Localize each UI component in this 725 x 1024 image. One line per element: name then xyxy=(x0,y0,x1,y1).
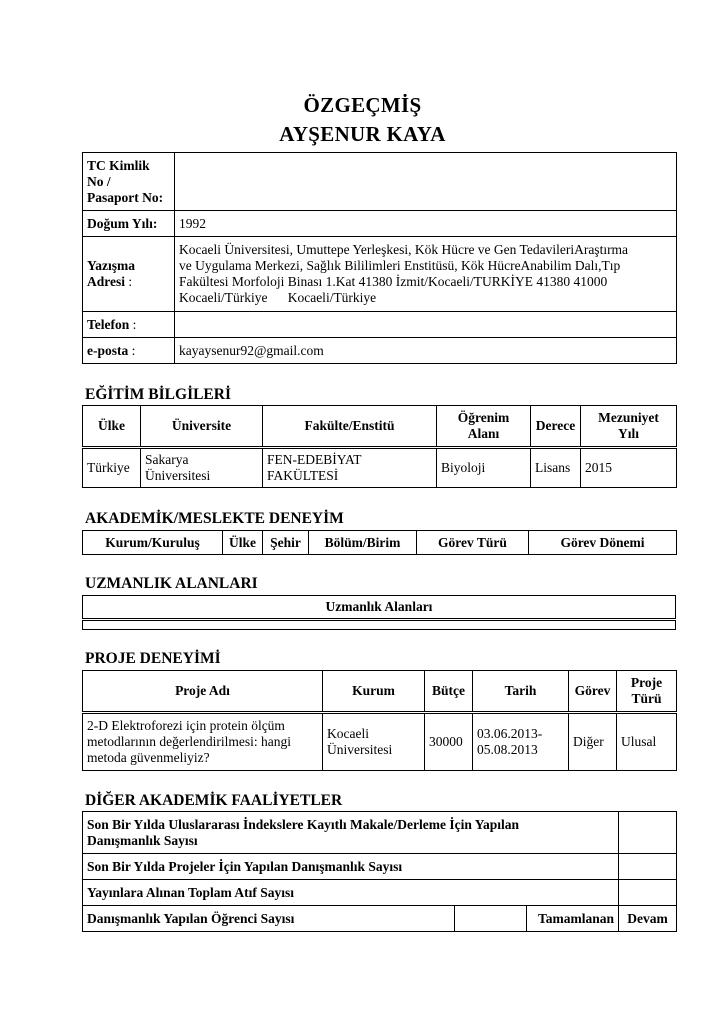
email-label-text: e-posta xyxy=(87,342,129,358)
address-label-line: Yazışma xyxy=(87,258,135,273)
address-label-colon: : xyxy=(125,274,133,289)
education-faculty-line: FAKÜLTESİ xyxy=(267,468,339,483)
id-label-line: No / xyxy=(87,173,111,189)
col-header-country: Ülke xyxy=(223,531,263,555)
project-institution-line: Üniversitesi xyxy=(327,742,393,757)
projects-header-row xyxy=(83,671,677,713)
col-header-date: Tarih xyxy=(473,671,569,713)
experience-heading: AKADEMİK/MESLEKTE DENEYİM xyxy=(85,510,344,527)
project-row xyxy=(83,713,677,771)
expertise-heading: UZMANLIK ALANLARI xyxy=(85,575,258,592)
activity-row xyxy=(83,906,677,932)
address-value xyxy=(175,237,677,312)
activity-value xyxy=(619,854,677,880)
phone-row xyxy=(83,312,677,338)
col-header-role-type: Görev Türü xyxy=(417,531,529,555)
col-header-university: Üniversite xyxy=(141,406,263,448)
other-activities-table xyxy=(82,811,677,932)
education-header-row xyxy=(83,406,677,448)
project-date-line: 05.08.2013 xyxy=(477,742,538,757)
address-line: Fakültesi Morfoloji Binası 1.Kat 41380 İzmit/Kocaeli/TURKİYE 41380 41000 xyxy=(179,274,608,289)
activity-label: Yayınlara Alınan Toplam Atıf Sayısı xyxy=(83,880,619,906)
project-name-line: metodlarının değerlendirilmesi: hangi xyxy=(87,734,291,749)
education-row xyxy=(83,448,677,488)
col-header-department: Bölüm/Birim xyxy=(309,531,417,555)
col-header-field-line: Öğrenim xyxy=(457,410,510,425)
col-header-field-line: Alanı xyxy=(467,426,500,441)
project-type: Ulusal xyxy=(617,713,677,771)
col-header-project-institution: Kurum xyxy=(323,671,425,713)
id-label-line: Pasaport No: xyxy=(87,189,164,205)
col-header-project-name: Proje Adı xyxy=(83,671,323,713)
id-label-line: TC Kimlik xyxy=(87,157,150,173)
completed-label: Tamamlanan xyxy=(527,906,619,932)
phone-label xyxy=(83,312,175,338)
education-faculty xyxy=(263,448,437,488)
other-activities-heading: DİĞER AKADEMİK FAALİYETLER xyxy=(85,792,343,809)
experience-header-row xyxy=(83,531,677,555)
project-name xyxy=(83,713,323,771)
id-value xyxy=(175,153,677,211)
col-header-degree: Derece xyxy=(531,406,581,448)
project-institution xyxy=(323,713,425,771)
activity-label: Danışmanlık Yapılan Öğrenci Sayısı xyxy=(83,906,455,932)
col-header-role-period: Görev Dönemi xyxy=(529,531,677,555)
expertise-value xyxy=(83,620,676,630)
project-name-line: 2-D Elektroforezi için protein ölçüm xyxy=(87,718,285,733)
activity-row xyxy=(83,812,677,854)
page-title: ÖZGEÇMİŞ xyxy=(303,93,422,117)
project-name-line: metoda güvenmeliyiz? xyxy=(87,750,210,765)
project-date-line: 03.06.2013- xyxy=(477,726,543,741)
email-value: kayaysenur92@gmail.com xyxy=(175,338,677,364)
education-heading: EĞİTİM BİLGİLERİ xyxy=(85,386,232,403)
address-line: ve Uygulama Merkezi, Sağlık Bililimleri Enstitüsü, Kök HücreAnabilim Dalı,Tıp xyxy=(179,258,621,273)
education-table xyxy=(82,405,677,488)
project-role: Diğer xyxy=(569,713,617,771)
phone-label-colon: : xyxy=(129,316,137,332)
activity-label-line: Danışmanlık Sayısı xyxy=(87,832,198,848)
col-header-graduation-line: Yılı xyxy=(617,426,639,441)
expertise-table xyxy=(82,595,676,630)
phone-value xyxy=(175,312,677,338)
email-row xyxy=(83,338,677,364)
phone-label-text: Telefon xyxy=(87,316,130,332)
col-header-graduation-line: Mezuniyet xyxy=(598,410,659,425)
project-budget: 30000 xyxy=(425,713,473,771)
col-header-project-type-line: Türü xyxy=(631,691,662,706)
col-header-city: Şehir xyxy=(263,531,309,555)
activity-value xyxy=(619,812,677,854)
activity-label: Son Bir Yılda Projeler İçin Yapılan Danışmanlık Sayısı xyxy=(83,854,619,880)
address-line: Kocaeli/Türkiye Kocaeli/Türkiye xyxy=(179,290,377,305)
address-row xyxy=(83,237,677,312)
education-country: Türkiye xyxy=(83,448,141,488)
activity-value xyxy=(455,906,527,932)
id-row xyxy=(83,153,677,211)
education-field: Biyoloji xyxy=(437,448,531,488)
col-header-graduation xyxy=(581,406,677,448)
email-label xyxy=(83,338,175,364)
col-header-role: Görev xyxy=(569,671,617,713)
activity-row xyxy=(83,854,677,880)
project-date xyxy=(473,713,569,771)
projects-heading: PROJE DENEYİMİ xyxy=(85,650,221,667)
col-header-expertise: Uzmanlık Alanları xyxy=(83,596,676,620)
activity-label-line: Son Bir Yılda Uluslararası İndekslere Kayıtlı Makale/Derleme İçin Yapılan xyxy=(87,816,520,832)
address-line: Kocaeli Üniversitesi, Umuttepe Yerleşkesi, Kök Hücre ve Gen TedavileriAraştırma xyxy=(179,242,629,257)
col-header-budget: Bütçe xyxy=(425,671,473,713)
project-institution-line: Kocaeli xyxy=(327,726,369,741)
col-header-institution: Kurum/Kuruluş xyxy=(83,531,223,555)
personal-info-table xyxy=(82,152,677,364)
education-university xyxy=(141,448,263,488)
birth-row xyxy=(83,211,677,237)
expertise-row xyxy=(83,620,676,630)
col-header-faculty: Fakülte/Enstitü xyxy=(263,406,437,448)
projects-table xyxy=(82,670,677,771)
birth-label: Doğum Yılı: xyxy=(83,211,175,237)
education-year: 2015 xyxy=(581,448,677,488)
birth-value: 1992 xyxy=(175,211,677,237)
activity-row xyxy=(83,880,677,906)
education-university-line: Üniversitesi xyxy=(145,468,211,483)
education-faculty-line: FEN-EDEBİYAT xyxy=(267,452,362,467)
col-header-project-type-line: Proje xyxy=(630,675,663,690)
col-header-field xyxy=(437,406,531,448)
col-header-project-type xyxy=(617,671,677,713)
email-label-colon: : xyxy=(128,342,136,358)
id-label xyxy=(83,153,175,211)
expertise-header-row xyxy=(83,596,676,620)
education-university-line: Sakarya xyxy=(145,452,189,467)
ongoing-label: Devam xyxy=(619,906,677,932)
person-name: AYŞENUR KAYA xyxy=(279,122,446,146)
address-label xyxy=(83,237,175,312)
activity-value xyxy=(619,880,677,906)
col-header-country: Ülke xyxy=(83,406,141,448)
address-label-line: Adresi xyxy=(87,274,126,289)
activity-label xyxy=(83,812,619,854)
education-degree: Lisans xyxy=(531,448,581,488)
experience-table xyxy=(82,530,677,555)
